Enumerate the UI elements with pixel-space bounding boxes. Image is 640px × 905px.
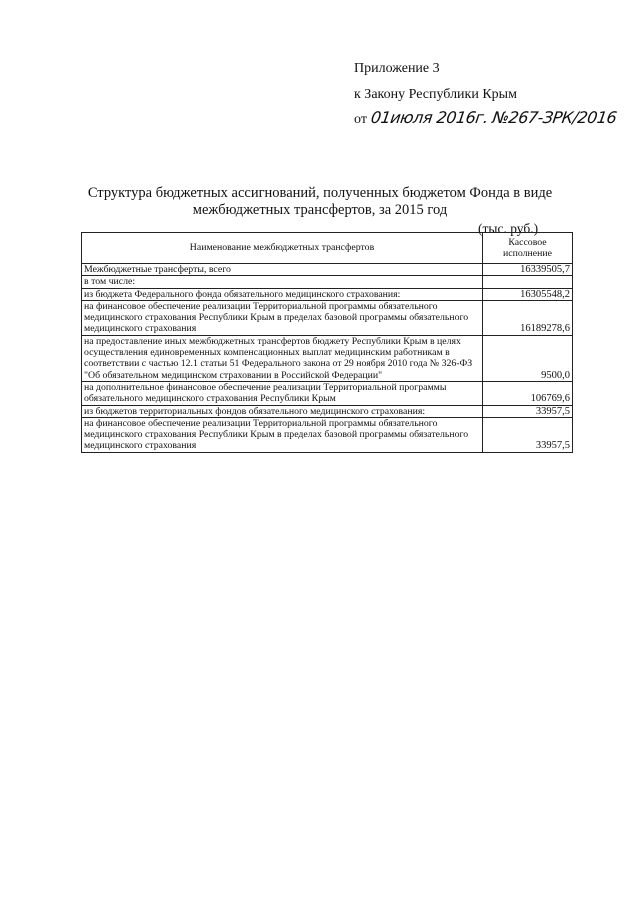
row-amount: 16339505,7 [483, 264, 573, 276]
row-name: из бюджетов территориальных фондов обязательного медицинского страхования: [82, 405, 483, 417]
table-row [82, 381, 573, 405]
table-row [82, 300, 573, 335]
transfers-table [81, 232, 573, 453]
law-reference: к Закону Республики Крым [354, 87, 517, 102]
handwritten-date-number: 01июля 2016г. №267-ЗРК/2016 [369, 108, 618, 127]
row-name: из бюджета Федерального фонда обязательного медицинского страхования: [82, 288, 483, 300]
row-name: на финансовое обеспечение реализации Территориальной программы обязательного медицинского страхования Республики Крым в пределах базовой программы обязательного медицинского страхования [82, 300, 483, 335]
row-amount: 33957,5 [483, 417, 573, 452]
date-prefix: от [354, 112, 367, 127]
row-amount: 16189278,6 [483, 300, 573, 335]
column-header-name: Наименование межбюджетных трансфертов [82, 233, 483, 264]
row-name: в том числе: [82, 276, 483, 288]
law-date-line [354, 110, 616, 128]
document-title: Структура бюджетных ассигнований, полученных бюджетом Фонда в виде межбюджетных трансфертов, за 2015 год [87, 185, 553, 218]
table-row [82, 335, 573, 381]
row-amount: 33957,5 [483, 405, 573, 417]
table-row [82, 276, 573, 288]
table-row [82, 417, 573, 452]
table-row [82, 405, 573, 417]
row-name: на дополнительное финансовое обеспечение реализации Территориальной программы обязательного медицинского страхования Республики Крым [82, 381, 483, 405]
units-label: (тыс. руб.) [478, 221, 539, 236]
row-name: на финансовое обеспечение реализации Территориальной программы обязательного медицинского страхования Республики Крым в пределах базовой программы обязательного медицинского страхования [82, 417, 483, 452]
row-amount: 9500,0 [483, 335, 573, 381]
column-header-amount: Кассовое исполнение [483, 233, 573, 264]
row-amount [483, 276, 573, 288]
row-name: на предоставление иных межбюджетных трансфертов бюджету Республики Крым в целях осуществления единовременных компенсационных выплат медицинским работникам в соответствии с частью 12.1 статьи 51 Федерального закона от 29 ноября 2010 года № 326-ФЗ "Об обязательном медицинском страховании в Российской Федерации" [82, 335, 483, 381]
row-amount: 16305548,2 [483, 288, 573, 300]
table-header-row [82, 233, 573, 264]
table-row [82, 264, 573, 276]
table-row [82, 288, 573, 300]
row-name: Межбюджетные трансферты, всего [82, 264, 483, 276]
appendix-title: Приложение 3 [354, 61, 440, 76]
row-amount: 106769,6 [483, 381, 573, 405]
